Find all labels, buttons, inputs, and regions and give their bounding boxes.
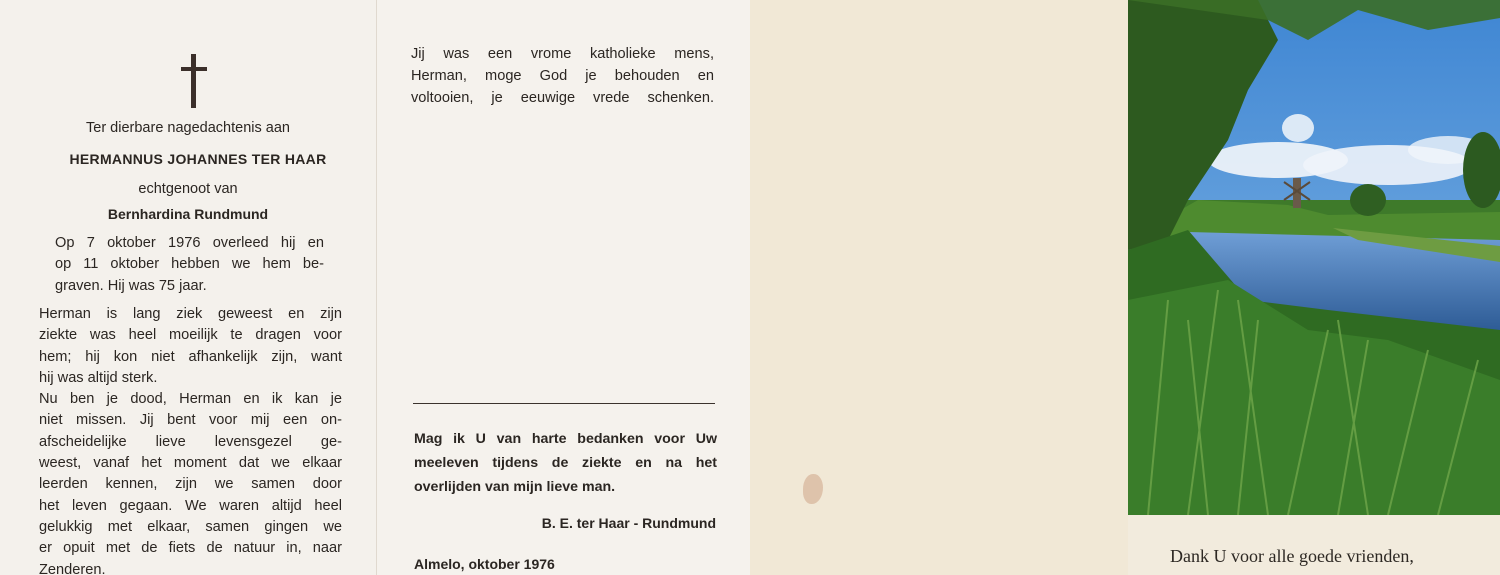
text-line: overlijden van mijn lieve man. [414, 478, 616, 495]
text-line: Op 7 oktober 1976 overleed hij en [55, 235, 324, 251]
relation-text: echtgenoot van [138, 181, 238, 197]
signature: B. E. ter Haar - Rundmund [541, 515, 716, 531]
text-line: voltooien, je eeuwige vrede schenken. [411, 89, 714, 106]
text-line: Herman is lang ziek geweest en zijn [39, 306, 342, 322]
text-line: er opuit met de fiets de natuur in, naar [39, 540, 342, 557]
text-line: op 11 oktober hebben we hem be- [55, 256, 324, 273]
photo-caption: Dank U voor alle goede vrienden, [1170, 546, 1414, 566]
spouse-name: Bernhardina Rundmund [107, 206, 269, 222]
text-line: afscheidelijke lieve levensgezel ge- [39, 433, 342, 450]
memorial-panel [0, 0, 377, 575]
text-line: Mag ik U van harte bedanken voor Uw [414, 431, 717, 447]
text-line: niet missen. Jij bent voor mij een on- [39, 412, 342, 429]
text-line: gelukkig met elkaar, samen gingen we [39, 518, 342, 535]
text-line: Jij was een vrome katholieke mens, [411, 46, 714, 62]
landscape-illustration [1128, 0, 1500, 515]
text-line: het leven gegaan. We waren altijd heel [39, 497, 342, 514]
thanks-paragraph [414, 428, 717, 499]
text-line: Zenderen. [39, 561, 106, 575]
landscape-photo [1128, 0, 1500, 515]
dedication-heading: Ter dierbare nagedachtenis aan [86, 120, 290, 136]
body-paragraph [39, 304, 342, 575]
text-line: hij was altijd sterk. [39, 369, 158, 386]
text-line: Herman, moge God je behouden en [411, 67, 714, 84]
text-line: Nu ben je dood, Herman en ik kan je [39, 391, 342, 408]
place-date: Almelo, oktober 1976 [414, 556, 555, 572]
divider-line [413, 403, 715, 404]
text-line: graven. Hij was 75 jaar. [55, 277, 207, 294]
text-line: leerden kennen, zijn we samen door [39, 476, 342, 493]
text-line: ziekte was heel moeilijk te dragen voor [39, 327, 342, 344]
text-line: meeleven tijdens de ziekte en na het [414, 454, 717, 471]
text-line: weest, vanaf het moment dat we elkaar [39, 455, 342, 472]
text-line: hem; hij kon niet afhankelijk zijn, want [39, 348, 342, 365]
cross-icon [181, 54, 207, 108]
prayer-paragraph [411, 44, 714, 109]
death-paragraph [55, 233, 324, 297]
deceased-name: HERMANNUS JOHANNES TER HAAR [69, 151, 327, 167]
